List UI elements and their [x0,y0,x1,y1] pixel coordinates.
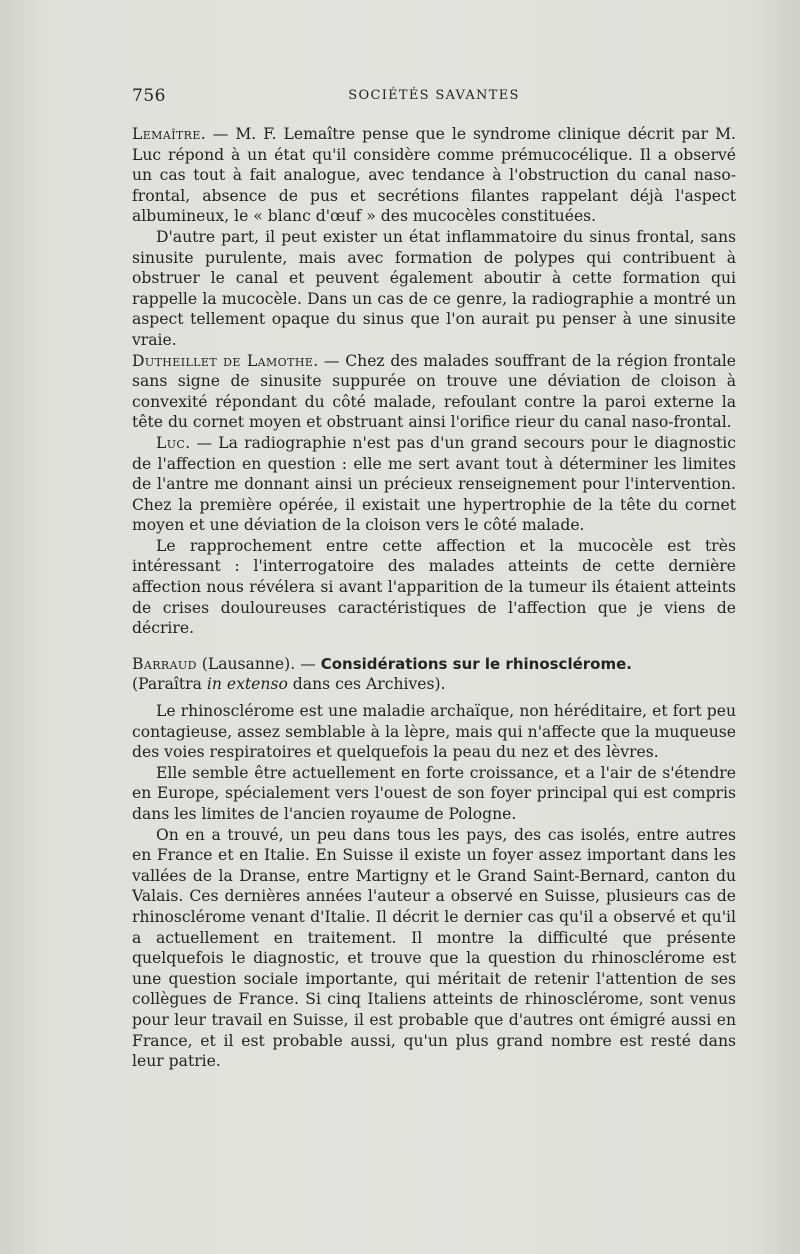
speaker-name: Lemaître [132,125,201,143]
paragraph-luc [132,433,736,536]
body-paragraph: Le rhinosclérome est une maladie archaïque, non héréditaire, et fort peu contagieuse, assez semblable à la lèpre, mais qui n'affecte que la muqueuse des voies respiratoires et quelquefois la peau du nez et des lèvres. [132,702,736,762]
article-body [132,124,736,1072]
author-name: Barraud [132,654,197,673]
publication-note-italic: in extenso [206,675,288,694]
paragraph-text: D'autre part, il peut exister un état inflammatoire du sinus frontal, sans sinusite purulente, mais avec formation de polypes qui contribuent à obstruer le canal et peuvent également aboutir à cette formation qui rappelle la mucocèle. Dans un cas de ce genre, la radiographie a montré un aspect tellement opaque du sinus que l'on aurait pu penser à une sinusite vraie. [132,227,736,349]
body-paragraph: Elle semble être actuellement en forte croissance, et a l'air de s'étendre en Europe, spécialement vers l'ouest de son foyer principal qui est compris dans les limites de l'ancien royaume de Pologne. [132,763,736,823]
paragraph-lemaitre [132,124,736,227]
paragraph-luc-continued [132,536,736,639]
communication-title: Considérations sur le rhinosclérome. [320,654,632,673]
running-title: SOCIÉTÉS SAVANTES [348,88,520,103]
page-header [132,86,736,110]
page-number: 756 [132,86,166,106]
paragraph-text: . — M. F. Lemaître pense que le syndrome clinique décrit par M. Luc répond à un état qu'il considère comme prémucocélique. Il a observé un cas tout à fait analogue, avec tendance à l'obstruction du canal naso-frontal, absence de pus et secrétions filantes rappelant déjà l'aspect albumineux, le « blanc d'œuf » des mucocèles constituées. [132,125,736,226]
speaker-name: Luc [156,433,186,452]
paragraph-text: Le rapprochement entre cette affection et la mucocèle est très intéressant : l'interrogatoire des malades atteints de cette dernière affection nous révélera si avant l'apparition de la tumeur ils étaient atteints de crises douloureuses caractéristiques de l'affection que je viens de décrire. [132,536,736,638]
author-location: (Lausanne). — [196,654,321,673]
communication-heading [132,654,736,675]
paragraph-text: . — La radiographie n'est pas d'un grand secours pour le diagnostic de l'affection en question : elle me sert avant tout à déterminer les limites de l'antre me donnant ainsi un précieux renseignement pour l'intervention. Chez la première opérée, il existait une hypertrophie de la tête du cornet moyen et une déviation de la cloison vers le côté malade. [132,433,736,535]
paragraph-dutheillet [132,351,736,433]
paragraph-lemaitre-continued [132,227,736,351]
body-paragraph: On en a trouvé, un peu dans tous les pays, des cas isolés, entre autres en France et en Italie. En Suisse il existe un foyer assez important dans les vallées de la Dranse, entre Martigny et le Grand Saint-Bernard, canton du Valais. Ces dernières années l'auteur a observé en Suisse, plusieurs cas de rhinosclérome venant d'Italie. Il décrit le dernier cas qu'il a observé et qu'il a actuellement en traitement. Il montre la difficulté que présente quelquefois le diagnostic, et trouve que la question du rhinosclérome est une question sociale importante, qui méritait de retenir l'attention de ses collègues de France. Si cinq Italiens atteints de rhinosclérome, sont venus pour leur travail en Suisse, il est probable que d'autres ont émigré aussi en France, et il est probable aussi, qu'un plus grand nombre est resté dans leur patrie. [132,825,736,1071]
publication-note: (Paraîtra in extenso dans ces Archives). [132,675,446,694]
speaker-name: Dutheillet de Lamothe [132,351,314,370]
paragraph-text: . — Chez des malades souffrant de la région frontale sans signe de sinusite suppurée on trouve une déviation de cloison à convexité répondant du côté malade, refoulant contre la paroi externe la tête du cornet moyen et obstruant ainsi l'orifice rieur du canal naso-frontal. [132,351,736,432]
section-gap [132,639,736,654]
